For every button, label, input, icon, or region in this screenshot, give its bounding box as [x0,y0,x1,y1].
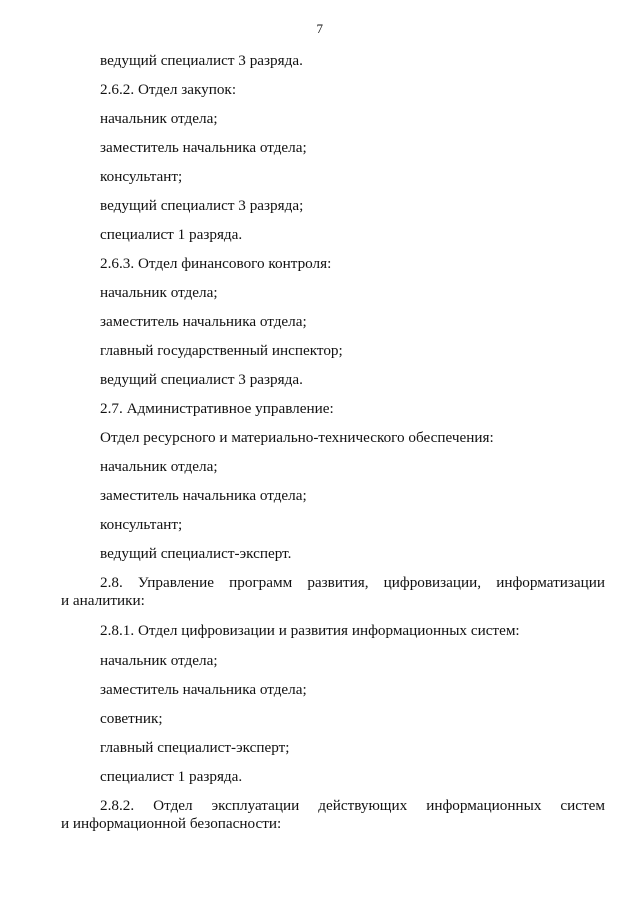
text-line: начальник отдела; [100,458,218,475]
text-line: заместитель начальника отдела; [100,313,307,330]
section-heading: 2.8. Управление программ развития, цифровизации, информатизации [100,574,605,591]
text-line: специалист 1 разряда. [100,226,243,243]
text-line: заместитель начальника отдела; [100,487,307,504]
section-heading: 2.7. Административное управление: [100,400,334,417]
text-line: начальник отдела; [100,652,218,669]
text-line: ведущий специалист 3 разряда; [100,197,304,214]
section-heading-continuation: и аналитики: [61,592,145,609]
page-number: 7 [316,21,324,36]
text-line: главный специалист-эксперт; [100,739,290,756]
section-heading: 2.8.1. Отдел цифровизации и развития информационных систем: [100,622,520,639]
text-line: консультант; [100,516,183,533]
section-heading: 2.6.2. Отдел закупок: [100,81,237,98]
text-line: главный государственный инспектор; [100,342,343,359]
text-line: начальник отдела; [100,110,218,127]
text-line: ведущий специалист-эксперт. [100,545,292,562]
text-line: советник; [100,710,163,727]
section-heading: 2.8.2. Отдел эксплуатации действующих информационных систем [100,797,605,814]
text-line: ведущий специалист 3 разряда. [100,52,303,69]
section-heading: 2.6.3. Отдел финансового контроля: [100,255,332,272]
text-line: заместитель начальника отдела; [100,139,307,156]
text-line: заместитель начальника отдела; [100,681,307,698]
subsection-heading: Отдел ресурсного и материально-технического обеспечения: [100,429,494,446]
text-line: начальник отдела; [100,284,218,301]
text-line: консультант; [100,168,183,185]
section-heading-continuation: и информационной безопасности: [61,815,282,832]
text-line: ведущий специалист 3 разряда. [100,371,303,388]
text-line: специалист 1 разряда. [100,768,243,785]
